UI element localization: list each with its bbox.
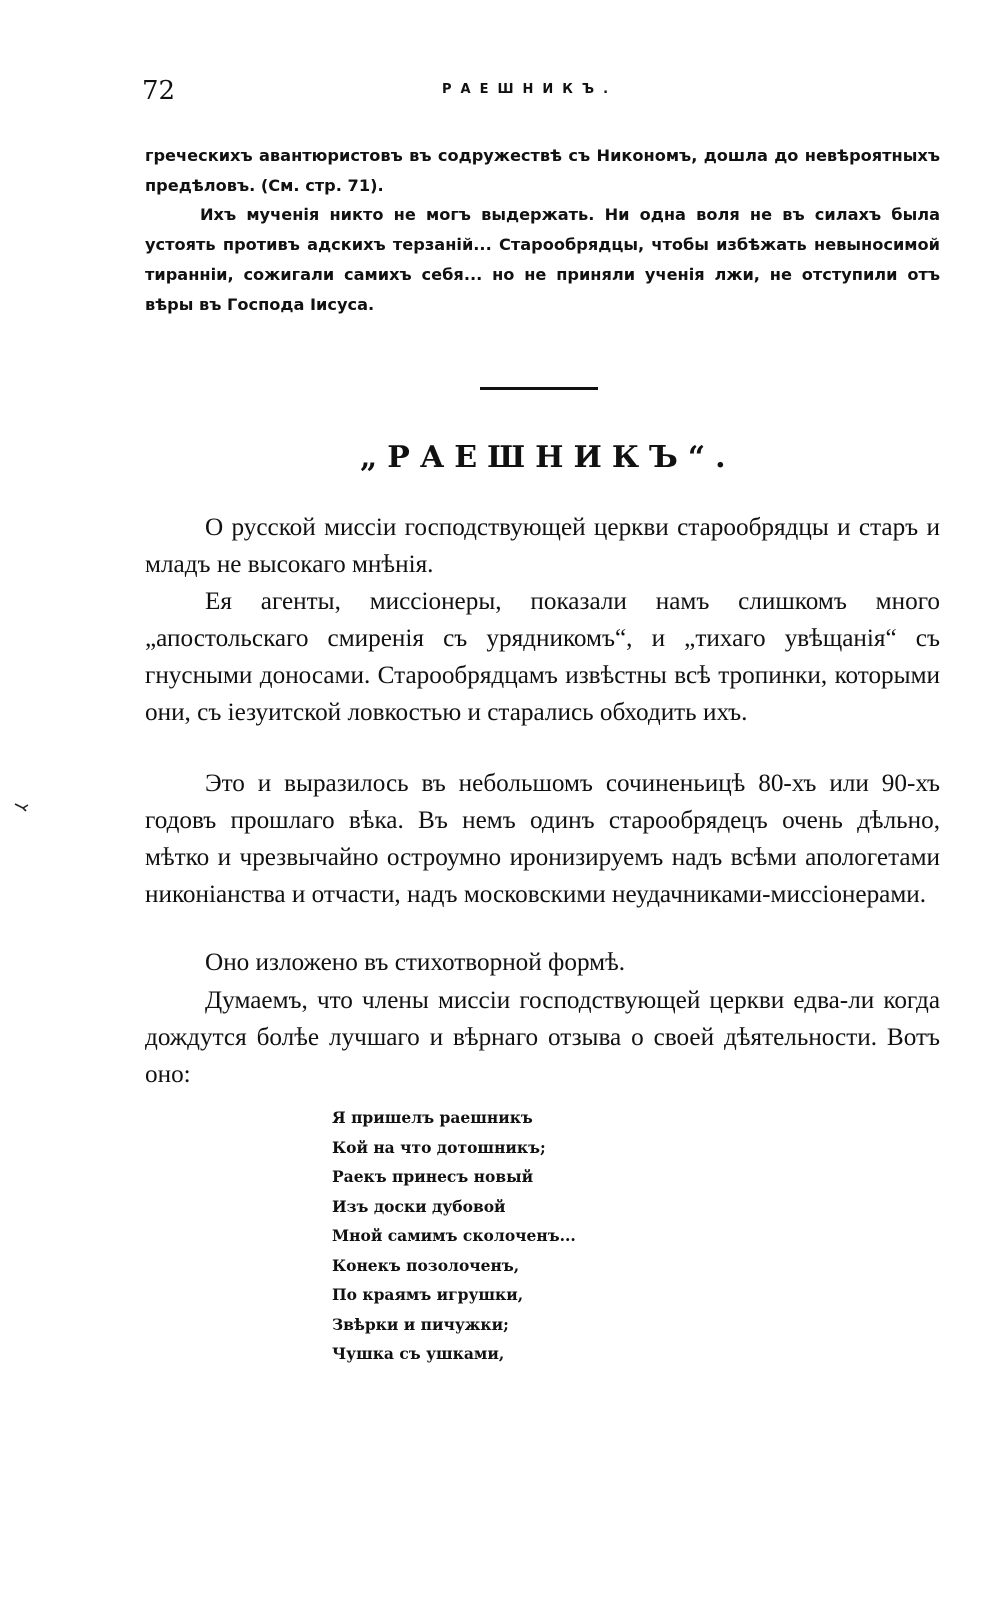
running-title: РАЕШНИКЪ. — [442, 82, 618, 97]
verse-line: Я пришелъ раешникъ — [332, 1108, 533, 1127]
body-paragraph: Оно изложено въ стихотворной формѣ. — [205, 949, 626, 976]
intro-paragraph: греческихъ авантюристовъ въ содружествѣ съ Никономъ, дошла до невѣроятныхъ предѣловъ. (См. стр. 71). — [145, 146, 940, 195]
section-divider — [480, 387, 598, 390]
body-paragraph: О русской миссіи господствующей церкви старообрядцы и старъ и младъ не высокаго мнѣнія. — [145, 514, 940, 578]
verse-line: По краямъ игрушки, — [332, 1285, 524, 1304]
verse-line: Мной самимъ сколоченъ... — [332, 1226, 576, 1245]
intro-paragraph: Ихъ мученія никто не могъ выдержать. Ни одна воля не въ силахъ была устоять противъ адскихъ терзаній... Старообрядцы, чтобы избѣжать невыносимой тиранніи, сожигали самихъ себя... но не приняли ученія лжи, не отступили отъ вѣры въ Господа Іисуса. — [145, 205, 940, 314]
verse-line: Раекъ принесъ новый — [332, 1167, 534, 1186]
verse-line: Конекъ позолоченъ, — [332, 1255, 520, 1275]
body-paragraph: Думаемъ, что члены миссіи господствующей церкви едва-ли когда дождутся болѣе лучшаго и вѣрнаго отзыва о своей дѣятельности. Вотъ оно: — [145, 987, 940, 1088]
verse-block — [332, 1103, 576, 1369]
margin-mark — [14, 802, 30, 812]
body-paragraph: Это и выразилось въ небольшомъ сочиненьицѣ 80-хъ или 90-хъ годовъ прошлаго вѣка. Въ немъ одинъ старообрядецъ очень дѣльно, мѣтко и чрезвычайно остроумно иронизируемъ надъ всѣми апологетами никоніанства и отчасти, надъ московскими неудачниками-миссіонерами. — [145, 770, 940, 908]
body-paragraph: Ея агенты, миссіонеры, показали намъ слишкомъ много „апостольскаго смиренія съ урядникомъ“, и „тихаго увѣщанія“ съ гнусными доносами. Старообрядцамъ извѣстны всѣ тропинки, которыми они, съ іезуитской ловкостью и старались обходить ихъ. — [145, 588, 940, 726]
verse-line: Звѣрки и пичужки; — [332, 1314, 509, 1334]
verse-line: Кой на что дотошникъ; — [332, 1137, 546, 1157]
verse-line: Изъ доски дубовой — [332, 1196, 506, 1216]
verse-line: Чушка съ ушками, — [332, 1344, 505, 1363]
page-number: 72 — [142, 76, 176, 106]
section-heading: „РАЕШНИКЪ“. — [360, 440, 736, 475]
page-header — [142, 76, 942, 108]
